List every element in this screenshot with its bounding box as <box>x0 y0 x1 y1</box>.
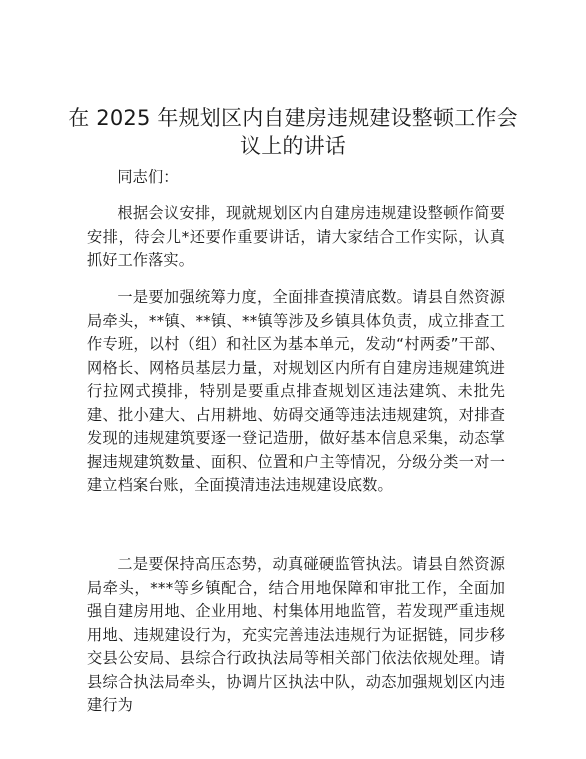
salutation: 同志们： <box>117 168 179 186</box>
title-line-1: 在 2025 年规划区内自建房违规建设整顿工作会 <box>68 106 518 130</box>
document-title <box>60 104 526 160</box>
paragraph-text: 请县自然资源局牵头，***等乡镇配合，结合用地保障和审批工作，全面加强自建房用地、企业用地、村集体用地监管，若发现严重违规用地、违规建设行为，充实完善违法违规行为证据链，同步移交县公安局、县综合行政执法局等相关部门依法依规处理。请县综合执法局牵头，协调片区执法中队，动态加强规划区内违建行为 <box>87 555 505 714</box>
paragraph-lead: 二是要保持高压态势，动真碰硬监管执法。 <box>117 555 413 573</box>
paragraph-text: 请县自然资源局牵头，**镇、**镇、**镇等涉及乡镇具体负责，成立排查工作专班，以村（组）和社区为基本单元，发动“村两委”干部、网格长、网格员基层力量，对规划区内所有自建房违规建筑进行拉网式摸排，特别是要重点排查规划区违法建筑、未批先建、批小建大、占用耕地、妨碍交通等违法违规建筑，对排查发现的违规建筑要逐一登记造册，做好基本信息采集，动态掌握违规建筑数量、面积、位置和户主等情况，分级分类一对一建立档案台账，全面摸清违法违规建设底数。 <box>87 288 505 494</box>
paragraph-point-one <box>87 286 505 498</box>
paragraph-point-two <box>87 553 505 718</box>
paragraph-lead: 一是要加强统筹力度，全面排查摸清底数。 <box>117 288 413 306</box>
title-line-2: 议上的讲话 <box>240 134 346 158</box>
paragraph-text: 根据会议安排，现就规划区内自建房违规建设整顿作简要安排，待会儿*还要作重要讲话，请大家结合工作实际，认真抓好工作落实。 <box>87 204 505 269</box>
paragraph-intro <box>87 202 505 273</box>
